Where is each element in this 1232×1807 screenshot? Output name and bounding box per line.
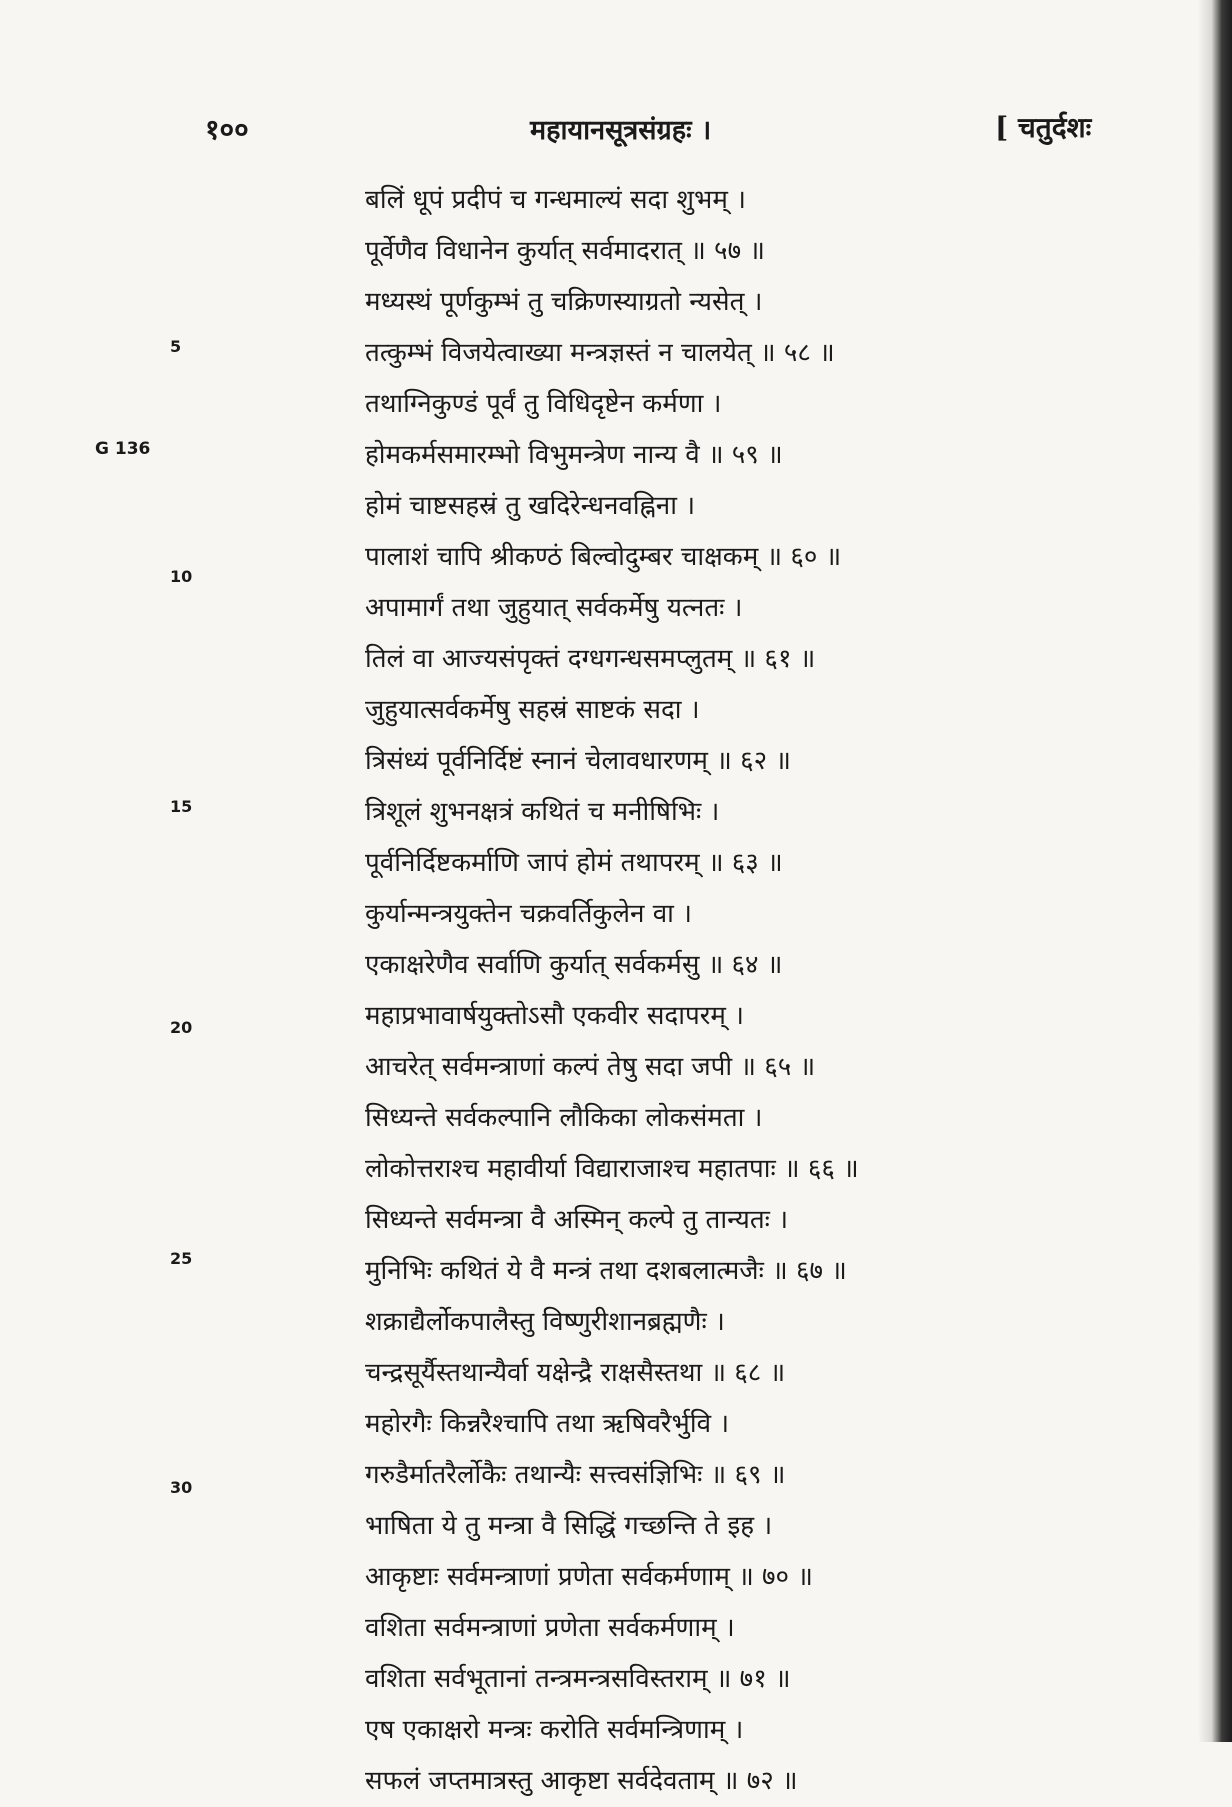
verse-line: एष एकाक्षरो मन्त्रः करोति सर्वमन्त्रिणाम् । bbox=[365, 1715, 744, 1745]
verse-line: तत्कुम्भं विजयेत्वाख्या मन्त्रज्ञस्तं न चालयेत् ॥ ५८ ॥ bbox=[365, 338, 835, 368]
verse-line: अपामार्गं तथा जुहुयात् सर्वकर्मेषु यत्नतः । bbox=[365, 593, 743, 623]
verse-line: लोकोत्तराश्च महावीर्या विद्याराजाश्च महातपाः ॥ ६६ ॥ bbox=[365, 1154, 859, 1184]
verse-line: होमं चाष्टसहस्रं तु खदिरेन्धनवह्निना । bbox=[365, 491, 696, 521]
line-number-5: 5 bbox=[170, 337, 182, 356]
line-number-10: 10 bbox=[170, 567, 193, 586]
book-spine-edge bbox=[1198, 0, 1232, 1742]
running-title: महायानसूत्रसंग्रहः । bbox=[530, 115, 712, 146]
verse-line: तिलं वा आज्यसंपृक्तं दग्धगन्धसमप्लुतम् ॥ ६१ ॥ bbox=[365, 644, 816, 674]
chapter-label: [ चतुर्दशः bbox=[995, 111, 1092, 144]
line-number-25: 25 bbox=[170, 1249, 193, 1268]
verse-text bbox=[365, 175, 1025, 1807]
verse-line: त्रिसंध्यं पूर्वनिर्दिष्टं स्नानं चेलावधारणम् ॥ ६२ ॥ bbox=[365, 746, 791, 776]
verse-line: चन्द्रसूर्यैस्तथान्यैर्वा यक्षेन्द्रै राक्षसैस्तथा ॥ ६८ ॥ bbox=[365, 1358, 786, 1388]
line-number-15: 15 bbox=[170, 797, 193, 816]
verse-line: आचरेत् सर्वमन्त्राणां कल्पं तेषु सदा जपी ॥ ६५ ॥ bbox=[365, 1052, 816, 1082]
line-number-30: 30 bbox=[170, 1478, 193, 1497]
verse-line: कुर्यान्मन्त्रयुक्तेन चक्रवर्तिकुलेन वा । bbox=[365, 899, 693, 929]
verse-line: सिध्यन्ते सर्वकल्पानि लौकिका लोकसंमता । bbox=[365, 1103, 763, 1133]
verse-line: पूर्वेणैव विधानेन कुर्यात् सर्वमादरात् ॥ ५७ ॥ bbox=[365, 236, 765, 266]
verse-line: जुहुयात्सर्वकर्मेषु सहस्रं साष्टकं सदा । bbox=[365, 695, 700, 725]
verse-line: मध्यस्थं पूर्णकुम्भं तु चक्रिणस्याग्रतो न्यसेत् । bbox=[365, 287, 763, 317]
verse-line: सिध्यन्ते सर्वमन्त्रा वै अस्मिन् कल्पे तु तान्यतः । bbox=[365, 1205, 789, 1235]
verse-line: बलिं धूपं प्रदीपं च गन्धमाल्यं सदा शुभम् । bbox=[365, 185, 746, 215]
page-number: १०० bbox=[205, 113, 249, 146]
verse-line: त्रिशूलं शुभनक्षत्रं कथितं च मनीषिभिः । bbox=[365, 797, 720, 827]
verse-line: वशिता सर्वमन्त्राणां प्रणेता सर्वकर्मणाम् । bbox=[365, 1613, 735, 1643]
verse-line: सफलं जप्तमात्रस्तु आकृष्टा सर्वदेवताम् ॥ ७२ ॥ bbox=[365, 1766, 798, 1796]
verse-line: शक्राद्यैर्लोकपालैस्तु विष्णुरीशानब्रह्मणैः । bbox=[365, 1307, 725, 1337]
verse-line: महोरगैः किन्नरैश्चापि तथा ऋषिवरैर्भुवि । bbox=[365, 1409, 730, 1439]
verse-line: मुनिभिः कथितं ये वै मन्त्रं तथा दशबलात्मजैः ॥ ६७ ॥ bbox=[365, 1256, 847, 1286]
verse-line: गरुडैर्मातरैर्लोकैः तथान्यैः सत्त्वसंज्ञिभिः ॥ ६९ ॥ bbox=[365, 1460, 786, 1490]
verse-line: वशिता सर्वभूतानां तन्त्रमन्त्रसविस्तराम् ॥ ७१ ॥ bbox=[365, 1664, 791, 1694]
verse-line: भाषिता ये तु मन्त्रा वै सिद्धिं गच्छन्ति ते इह । bbox=[365, 1511, 773, 1541]
verse-line: पूर्वनिर्दिष्टकर्माणि जापं होमं तथापरम् ॥ ६३ ॥ bbox=[365, 848, 783, 878]
line-number-20: 20 bbox=[170, 1018, 193, 1037]
verse-line: होमकर्मसमारम्भो विभुमन्त्रेण नान्य वै ॥ ५९ ॥ bbox=[365, 440, 783, 470]
manuscript-reference: G 136 bbox=[95, 439, 151, 459]
page-header bbox=[0, 100, 1232, 150]
verse-line: महाप्रभावार्षयुक्तोऽसौ एकवीर सदापरम् । bbox=[365, 1001, 745, 1031]
verse-line: आकृष्टाः सर्वमन्त्राणां प्रणेता सर्वकर्मणाम् ॥ ७० ॥ bbox=[365, 1562, 813, 1592]
verse-line: पालाशं चापि श्रीकण्ठं बिल्वोदुम्बर चाक्षकम् ॥ ६० ॥ bbox=[365, 542, 842, 572]
verse-line: तथाग्निकुण्डं पूर्वं तु विधिदृष्टेन कर्मणा । bbox=[365, 389, 722, 419]
verse-line: एकाक्षरेणैव सर्वाणि कुर्यात् सर्वकर्मसु ॥ ६४ ॥ bbox=[365, 950, 783, 980]
